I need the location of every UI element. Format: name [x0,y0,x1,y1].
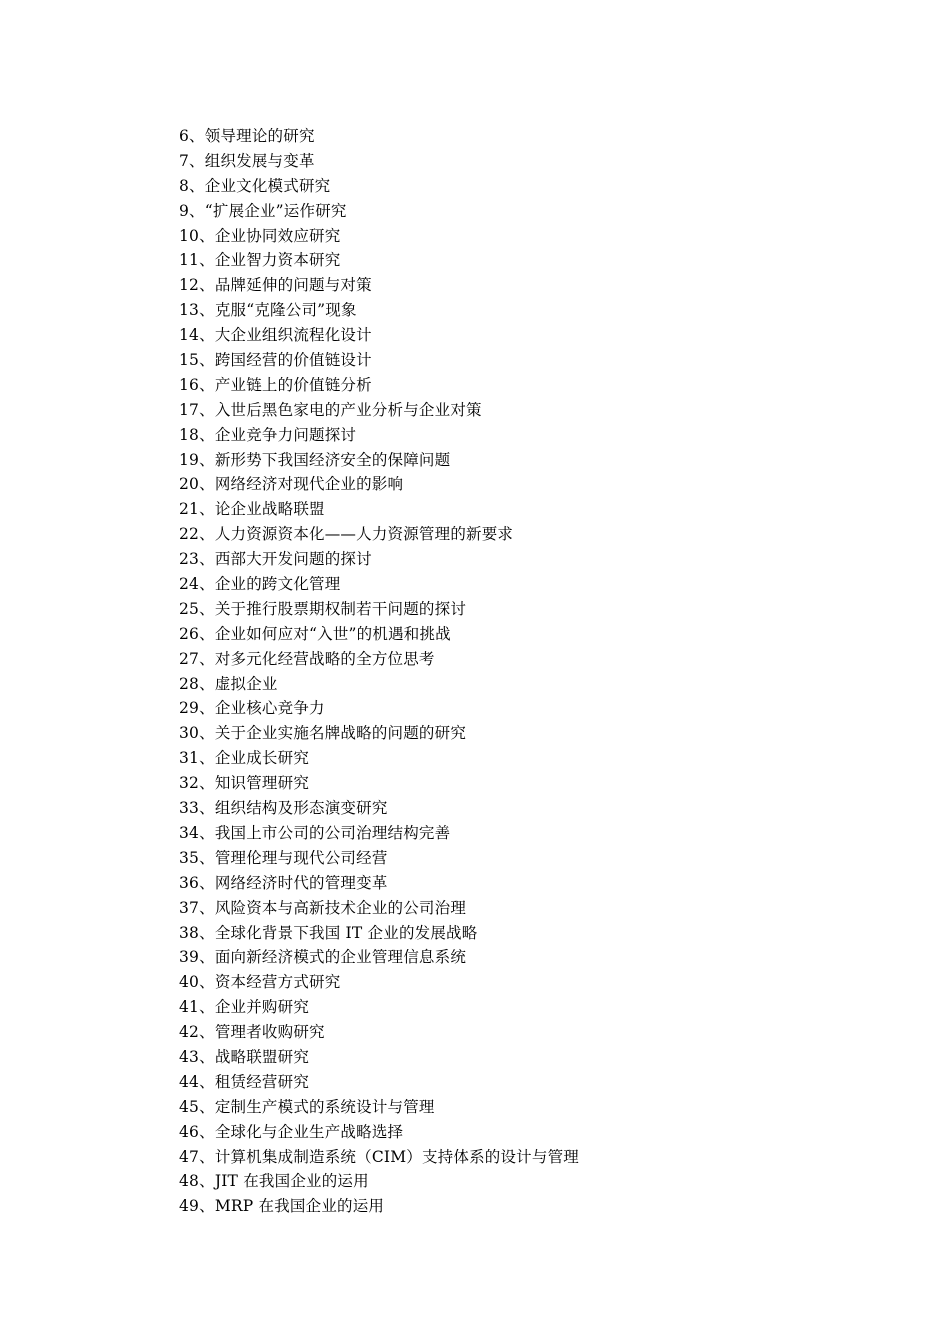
topic-item: 21、论企业战略联盟 [179,500,325,519]
topic-item: 20、网络经济对现代企业的影响 [179,475,404,494]
topic-item: 25、关于推行股票期权制若干问题的探讨 [179,599,467,618]
topic-item: 45、定制生产模式的系统设计与管理 [179,1097,435,1116]
topic-item: 23、西部大开发问题的探讨 [179,550,372,569]
topic-item: 10、企业协同效应研究 [179,226,341,245]
topic-item: 15、跨国经营的价值链设计 [179,351,372,370]
topic-item: 29、企业核心竞争力 [179,699,325,718]
topic-item: 22、人力资源资本化——人力资源管理的新要求 [179,525,514,544]
topic-item: 26、企业如何应对“入世”的机遇和挑战 [179,624,451,643]
topic-item: 9、“扩展企业”运作研究 [179,201,347,220]
topic-item: 46、全球化与企业生产战略选择 [179,1122,404,1141]
topic-item: 12、品牌延伸的问题与对策 [179,276,372,295]
topic-item: 49、MRP 在我国企业的运用 [179,1197,385,1216]
topic-item: 44、租赁经营研究 [179,1072,310,1091]
topic-item: 16、产业链上的价值链分析 [179,375,372,394]
topic-item: 8、企业文化模式研究 [179,176,331,195]
topic-item: 17、入世后黑色家电的产业分析与企业对策 [179,400,482,419]
topic-item: 38、全球化背景下我国 IT 企业的发展战略 [179,923,478,942]
topic-item: 6、领导理论的研究 [179,127,315,145]
topic-list [179,124,579,1219]
topic-item: 13、克服“克隆公司”现象 [179,301,357,320]
topic-item: 14、大企业组织流程化设计 [179,326,372,345]
topic-item: 11、企业智力资本研究 [179,251,341,270]
topic-item: 37、风险资本与高新技术企业的公司治理 [179,898,467,917]
topic-item: 31、企业成长研究 [179,749,310,768]
topic-item: 7、组织发展与变革 [179,151,315,170]
topic-item: 43、战略联盟研究 [179,1047,310,1066]
topic-item: 32、知识管理研究 [179,774,310,793]
topic-item: 18、企业竞争力问题探讨 [179,425,357,444]
topic-item: 48、JIT 在我国企业的运用 [179,1172,369,1191]
topic-item: 34、我国上市公司的公司治理结构完善 [179,823,451,842]
topic-item: 47、计算机集成制造系统（CIM）支持体系的设计与管理 [179,1147,579,1166]
topic-item: 24、企业的跨文化管理 [179,575,341,594]
topic-item: 42、管理者收购研究 [179,1023,325,1042]
topic-item: 33、组织结构及形态演变研究 [179,799,388,818]
topic-item: 41、企业并购研究 [179,998,310,1017]
topic-item: 30、关于企业实施名牌战略的问题的研究 [179,724,467,743]
topic-item: 19、新形势下我国经济安全的保障问题 [179,450,451,469]
topic-item: 36、网络经济时代的管理变革 [179,873,388,892]
topic-item: 28、虚拟企业 [179,674,278,693]
topic-item: 35、管理伦理与现代公司经营 [179,848,388,867]
topic-item: 27、对多元化经营战略的全方位思考 [179,649,435,668]
topic-item: 40、资本经营方式研究 [179,973,341,992]
topic-item: 39、面向新经济模式的企业管理信息系统 [179,948,467,967]
